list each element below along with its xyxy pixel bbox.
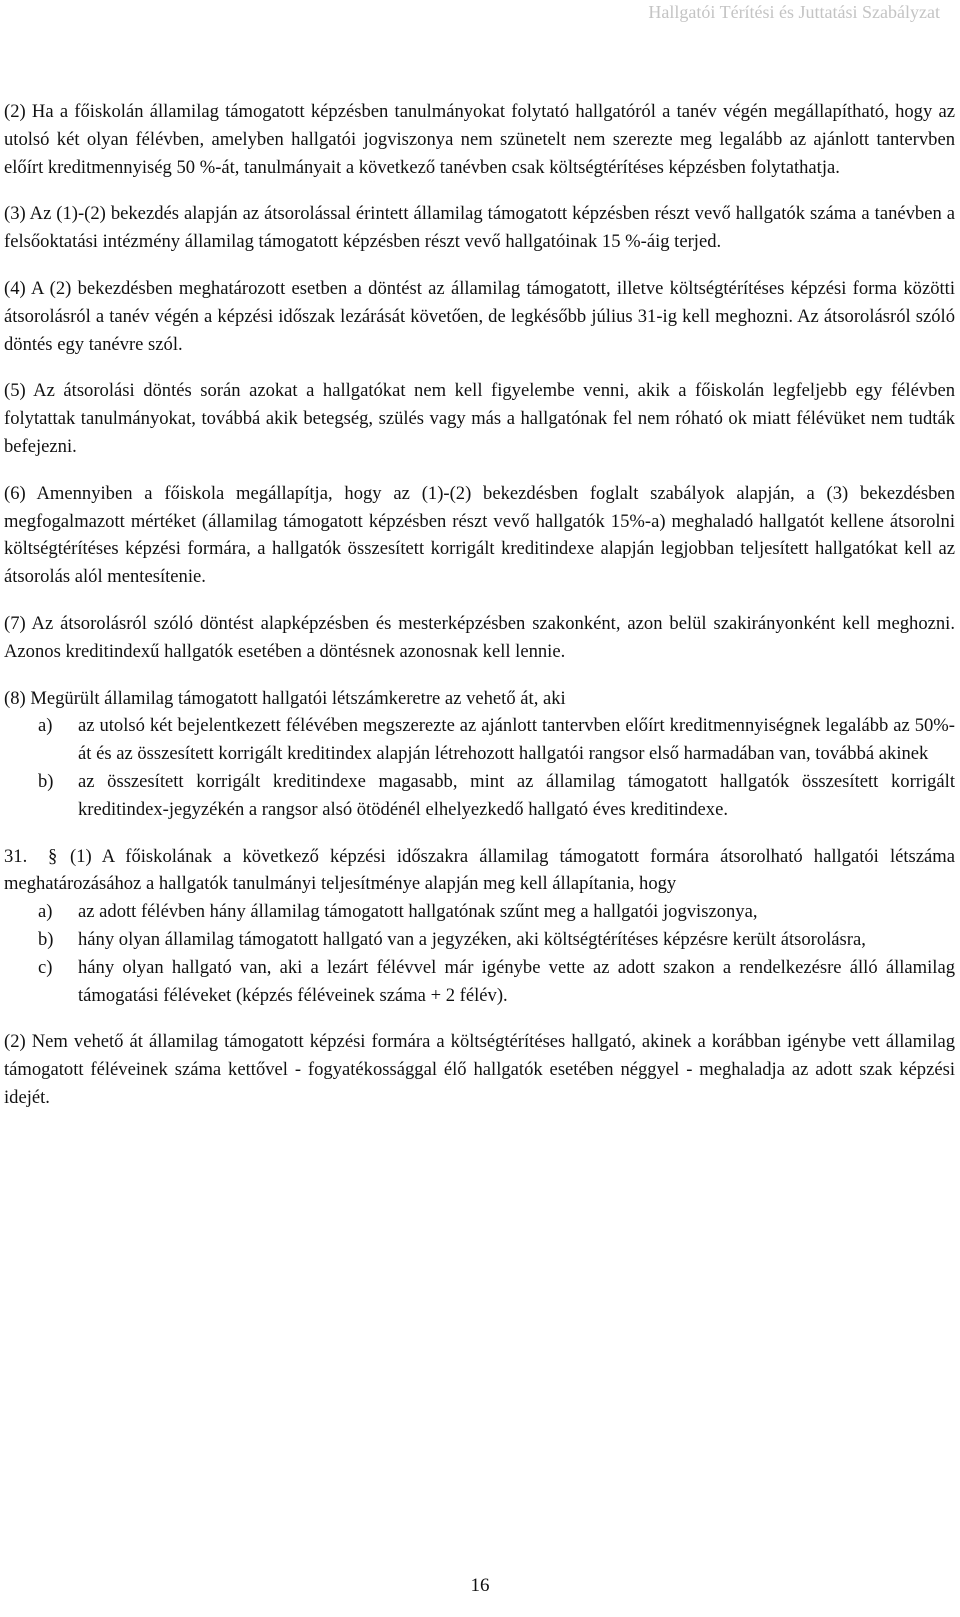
list-item-text: hány olyan államilag támogatott hallgató van a jegyzéken, aki költségtérítéses képzésre került átsorolásra, bbox=[78, 928, 866, 950]
paragraph-8-block bbox=[4, 685, 955, 824]
list-marker: b) bbox=[38, 770, 54, 792]
section-sign: § bbox=[48, 845, 58, 867]
list-item-text: az összesített korrigált kreditindexe magasabb, mint az államilag támogatott hallgatók összesített korrigált kreditindex-jegyzékén a rangsor alsó ötödénél elhelyezkedő hallgató éves kreditindexe. bbox=[78, 770, 955, 820]
paragraph-7: (7) Az átsorolásról szóló döntést alapképzésben és mesterképzésben szakonként, azon belül szakirányonként kell meghozni. Azonos kreditindexű hallgatók esetében a döntésnek azonosnak kell lennie. bbox=[4, 612, 955, 662]
list-item bbox=[4, 768, 955, 824]
list-item-text: az utolsó két bejelentkezett félévében megszerezte az ajánlott tantervben előírt kreditmennyiségnek legalább az 50%-át és az összesített korrigált kreditindex alapján létrehozott hallgatói rangsor első harmadában van, továbbá akinek bbox=[78, 715, 955, 765]
section-31-intro-text: (1) A főiskolának a következő képzési időszakra államilag támogatott formára átsorolható hallgatói létszáma meghatározásához a hallgatók tanulmányi teljesítménye alapján meg kell állapítania, hogy bbox=[4, 845, 955, 895]
list-marker: a) bbox=[38, 715, 53, 737]
section-31-block bbox=[4, 843, 955, 1010]
list-marker: c) bbox=[38, 956, 53, 978]
list-item bbox=[4, 954, 955, 1010]
paragraph-2: (2) Ha a főiskolán államilag támogatott képzésben tanulmányokat folytató hallgatóról a tanév végén megállapítható, hogy az utolsó két olyan félévben, amelyben hallgatói jogviszonya nem szünetelt nem szerezte meg legalább az ajánlott tantervben előírt kreditmennyiség 50 %-át, tanulmányait a következő tanévben csak költségtérítéses képzésben folytathatja. bbox=[4, 101, 955, 178]
running-header: Hallgatói Térítési és Juttatási Szabályzat bbox=[648, 2, 940, 22]
list-item bbox=[4, 712, 955, 768]
paragraph-4: (4) A (2) bekezdésben meghatározott esetben a döntést az államilag támogatott, illetve költségtérítéses képzési forma közötti átsorolásról a tanév végén a képzési időszak lezárását követően, de legkésőbb július 31-ig kell meghozni. Az átsorolásról szóló döntés egy tanévre szól. bbox=[4, 277, 955, 355]
list-marker: a) bbox=[38, 901, 53, 923]
list-item bbox=[4, 926, 955, 954]
paragraph-6: (6) Amennyiben a főiskola megállapítja, hogy az (1)-(2) bekezdésben foglalt szabályok alapján, a (3) bekezdésben megfogalmazott mértéket (államilag támogatott képzésben részt vevő hallgatók 15%-a) meghaladó hallgatót kellene átsorolni költségtérítéses képzési formára, a hallgatók összesített korrigált kreditindexe alapján legjobban teljesített hallgatókat kell az átsorolás alól mentesítenie. bbox=[4, 482, 955, 588]
list-marker: b) bbox=[38, 928, 54, 950]
paragraph-3: (3) Az (1)-(2) bekezdés alapján az átsorolással érintett államilag támogatott képzésben részt vevő hallgatók száma a tanévben a felsőoktatási intézmény államilag támogatott képzésben részt vevő hallgatóinak 15 %-áig terjed. bbox=[4, 203, 955, 253]
paragraph-5: (5) Az átsorolási döntés során azokat a hallgatókat nem kell figyelembe venni, akik a főiskolán legfeljebb egy félévben folytattak tanulmányokat, továbbá akik betegség, szülés vagy más a hallgatónak fel nem róható ok miatt félévüket nem tudták befejezni. bbox=[4, 380, 955, 457]
document-body bbox=[4, 98, 955, 1131]
section-31-paragraph-2: (2) Nem vehető át államilag támogatott képzési formára a költségtérítéses hallgató, akinek a korábban igénybe vett államilag támogatott féléveinek száma kettővel - fogyatékossággal élő hallgatók esetében néggyel - meghaladja az adott szak képzési idejét. bbox=[4, 1031, 955, 1108]
list-item-text: az adott félévben hány államilag támogatott hallgatónak szűnt meg a hallgatói jogviszonya, bbox=[78, 901, 758, 923]
list-item-text: hány olyan hallgató van, aki a lezárt félévvel már igénybe vette az adott szakon a rendelkezésre álló államilag támogatási féléveket (képzés féléveinek száma + 2 félév). bbox=[78, 956, 955, 1006]
section-31-intro bbox=[4, 843, 955, 899]
paragraph-8: (8) Megürült államilag támogatott hallgatói létszámkeretre az vehető át, aki bbox=[4, 687, 566, 709]
section-number: 31. bbox=[4, 845, 28, 867]
page-number: 16 bbox=[470, 1575, 490, 1596]
list-item bbox=[4, 898, 955, 926]
